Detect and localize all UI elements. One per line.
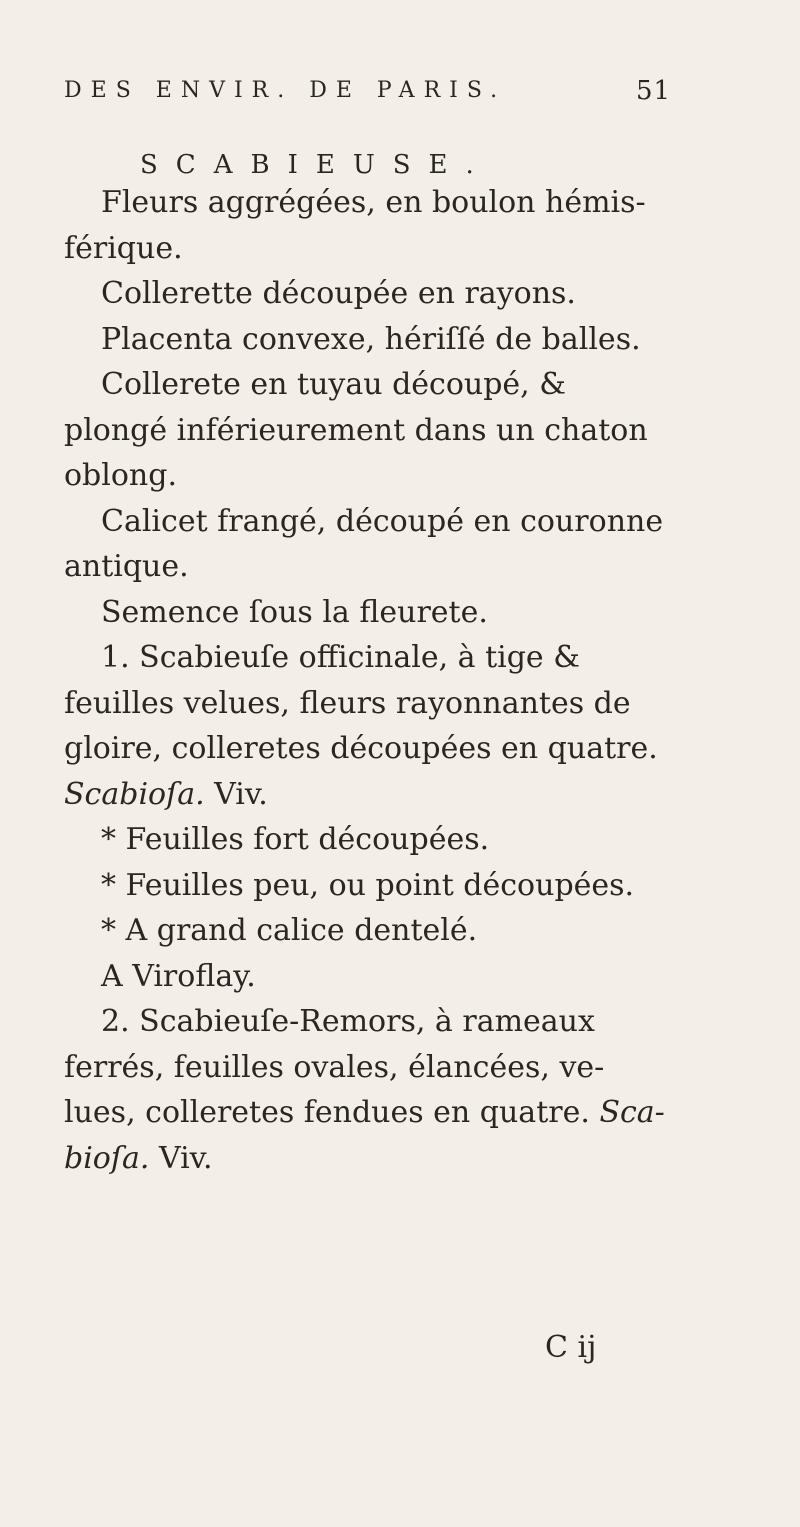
text-line: A Viroflay. [101,958,256,994]
text-line: Collerete en tuyau découpé, & [101,367,566,402]
text-fragment: Viv. [158,1140,213,1176]
text-line: 1. Scabieuſe officinale, à tige & [101,640,580,675]
text-line: gloire, colleretes découpées en quatre. [64,731,658,766]
running-header [64,74,672,110]
text-fragment: Viv. [214,776,268,812]
text-line [64,1090,754,1136]
signature-mark: C ij [545,1330,597,1365]
text-line [64,772,754,818]
text-fragment: lues, colleretes fendues en quatre. [64,1095,590,1130]
page-body [64,180,754,1181]
page-number: 51 [636,76,672,106]
text-line: plongé inférieurement dans un chaton [64,412,648,448]
text-line: oblong. [64,458,177,493]
text-line: ferrés, feuilles ovales, élancées, ve- [64,1049,605,1085]
text-line: Calicet frangé, découpé en couronne [101,503,664,539]
running-title: DES ENVIR. DE PARIS. [64,78,507,103]
text-line: 2. Scabieuſe-Remors, à rameaux [101,1004,595,1039]
text-line [64,1136,754,1182]
text-line: antique. [64,549,189,584]
text-line: * A grand calice dentelé. [101,913,478,948]
text-line: Fleurs aggrégées, en boulon hémis- [101,185,646,220]
text-line: Placenta convexe, hériſſé de balles. [101,321,641,357]
text-line: Semence ſous la fleurete. [101,594,488,630]
latin-name: bioſa. [64,1140,150,1176]
latin-name: Sca- [599,1095,665,1130]
text-line: * Feuilles fort découpées. [101,822,490,857]
latin-name: Scabioſa. [64,776,205,812]
text-line: Collerette découpée en rayons. [101,276,576,311]
text-line: férique. [64,230,183,266]
text-line: * Feuilles peu, ou point découpées. [101,867,635,903]
section-title: SCABIEUSE. [140,150,492,180]
text-line: feuilles velues, fleurs rayonnantes de [64,685,631,721]
